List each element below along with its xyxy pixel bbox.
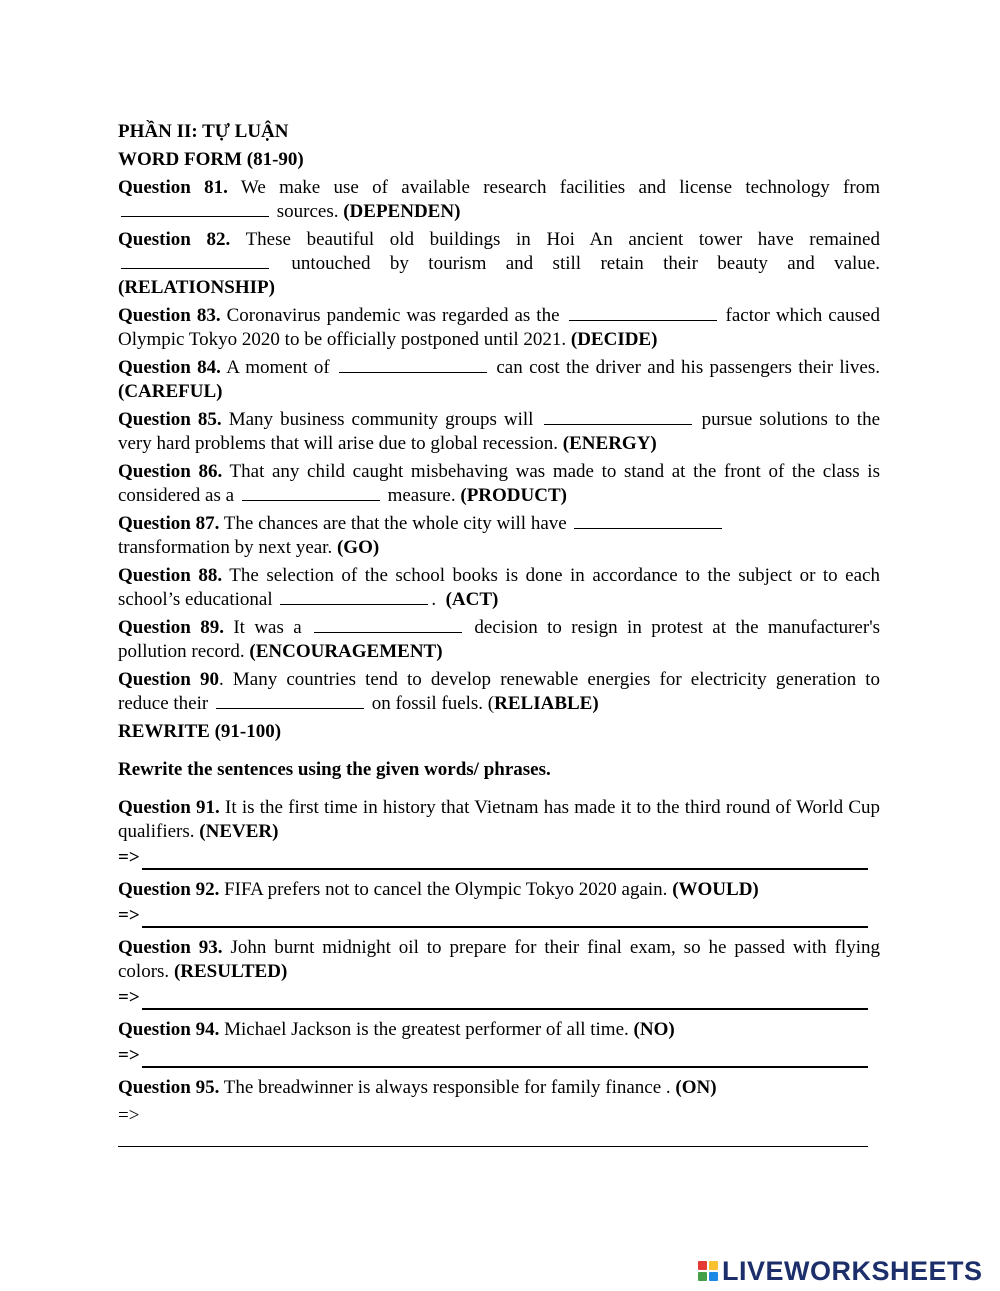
- question-text: We make use of available research facilities and license technology from: [240, 177, 880, 198]
- logo-icon: [698, 1261, 718, 1281]
- answer-blank[interactable]: [242, 484, 380, 501]
- question-text: The breadwinner is always responsible for family finance .: [223, 1077, 671, 1098]
- given-word: (ENCOURAGEMENT): [249, 641, 443, 662]
- answer-row: [118, 848, 880, 870]
- liveworksheets-logo: [698, 1255, 983, 1287]
- answer-prefix: =>: [118, 1105, 140, 1126]
- answer-prefix: =>: [118, 905, 140, 926]
- question-label: Question 84.: [118, 357, 221, 378]
- given-word: (PRODUCT): [460, 485, 567, 506]
- question-label: Question 92.: [118, 879, 220, 900]
- question-81: [118, 176, 880, 224]
- answer-prefix: =>: [118, 847, 140, 868]
- question-label: Question 81.: [118, 177, 228, 198]
- question-label: Question 95.: [118, 1077, 220, 1098]
- question-85: [118, 408, 880, 456]
- question-label: Question 89.: [118, 617, 224, 638]
- question-text: Many business community groups will: [228, 409, 534, 430]
- question-text: transformation by next year.: [118, 537, 333, 558]
- given-word: (RELATIONSHIP): [118, 277, 275, 298]
- given-word: (NO): [633, 1019, 675, 1040]
- question-label: Question 87.: [118, 513, 220, 534]
- worksheet: [118, 120, 880, 1147]
- question-text: These beautiful old buildings in Hoi An ancient tower have remained: [245, 229, 880, 250]
- answer-row: [118, 906, 880, 928]
- question-text: pursue solutions to the very hard problems that will arise due to global recession.: [118, 409, 881, 454]
- given-word: (ON): [675, 1077, 717, 1098]
- question-label: Question 93.: [118, 937, 223, 958]
- section-title: PHẦN II: TỰ LUẬN: [118, 121, 289, 142]
- question-text: factor which caused Olympic Tokyo 2020 to be officially postponed until 2021.: [118, 305, 880, 350]
- question-text: The chances are that the whole city will have: [223, 513, 567, 534]
- question-90: [118, 668, 880, 716]
- answer-line[interactable]: [142, 912, 868, 928]
- given-word: (GO): [336, 537, 380, 558]
- question-text: Coronavirus pandemic was regarded as the: [226, 305, 560, 326]
- question-84: [118, 356, 880, 404]
- question-label: Question 86.: [118, 461, 223, 482]
- answer-blank[interactable]: [544, 408, 692, 425]
- question-text: That any child caught misbehaving was made to stand at the front of the class is considered as a: [118, 461, 880, 506]
- question-92: [118, 878, 880, 902]
- question-label: Question 94.: [118, 1019, 220, 1040]
- answer-blank[interactable]: [216, 692, 364, 709]
- question-text: It is the first time in history that Vietnam has made it to the third round of World Cup qualifiers.: [118, 797, 881, 842]
- given-word: (DEPENDEN): [343, 201, 461, 222]
- given-word: (ENERGY): [562, 433, 657, 454]
- question-text: . Many countries tend to develop renewable energies for electricity generation to reduce their: [118, 669, 880, 714]
- given-word: (ACT): [445, 589, 499, 610]
- question-text: untouched by tourism and still retain their beauty and value.: [291, 253, 881, 274]
- answer-line[interactable]: [142, 854, 868, 870]
- answer-row: [118, 988, 880, 1010]
- answer-line[interactable]: [142, 1052, 868, 1068]
- question-91: [118, 796, 880, 844]
- answer-blank[interactable]: [339, 356, 487, 373]
- question-text: John burnt midnight oil to prepare for their final exam, so he passed with flying colors.: [118, 937, 880, 982]
- question-86: [118, 460, 880, 508]
- given-word: (RESULTED): [173, 961, 288, 982]
- answer-blank[interactable]: [314, 616, 462, 633]
- rewrite-instruction: Rewrite the sentences using the given words/ phrases.: [118, 759, 551, 780]
- given-word: RELIABLE): [494, 693, 599, 714]
- answer-row: [118, 1046, 880, 1068]
- question-label: Question 90: [118, 669, 219, 690]
- question-95: [118, 1076, 880, 1100]
- answer-blank[interactable]: [121, 252, 269, 269]
- question-text: .: [431, 589, 437, 610]
- answer-blank[interactable]: [569, 304, 717, 321]
- answer-blank[interactable]: [574, 512, 722, 529]
- wordform-title: WORD FORM (81-90): [118, 149, 304, 170]
- question-text: can cost the driver and his passengers their lives.: [496, 357, 880, 378]
- rewrite-title: REWRITE (91-100): [118, 721, 282, 742]
- answer-line[interactable]: [142, 994, 868, 1010]
- question-text: A moment of: [226, 357, 330, 378]
- answer-blank[interactable]: [280, 588, 428, 605]
- question-text: measure.: [387, 485, 456, 506]
- answer-blank[interactable]: [121, 200, 269, 217]
- given-word: (WOULD): [672, 879, 759, 900]
- question-88: [118, 564, 880, 612]
- given-word: (CAREFUL): [118, 381, 223, 402]
- question-text: decision to resign in protest at the manufacturer's pollution record.: [118, 617, 881, 662]
- question-text: FIFA prefers not to cancel the Olympic Tokyo 2020 again.: [224, 879, 668, 900]
- logo-text: LIVEWORKSHEETS: [722, 1255, 983, 1286]
- question-text: The selection of the school books is done in accordance to the subject or to each school’s educational: [118, 565, 880, 610]
- question-text: Michael Jackson is the greatest performer of all time.: [224, 1019, 629, 1040]
- given-word: (NEVER): [199, 821, 279, 842]
- answer-line[interactable]: [118, 1140, 868, 1147]
- question-label: Question 91.: [118, 797, 220, 818]
- question-text: on fossil fuels. (: [371, 693, 495, 714]
- question-87: [118, 512, 880, 560]
- question-text: sources.: [276, 201, 339, 222]
- question-94: [118, 1018, 880, 1042]
- given-word: (DECIDE): [570, 329, 658, 350]
- question-83: [118, 304, 880, 352]
- question-label: Question 82.: [118, 229, 231, 250]
- question-label: Question 83.: [118, 305, 221, 326]
- question-82: [118, 228, 880, 300]
- answer-prefix: =>: [118, 987, 140, 1008]
- question-label: Question 88.: [118, 565, 223, 586]
- question-label: Question 85.: [118, 409, 222, 430]
- answer-prefix: =>: [118, 1045, 140, 1066]
- question-93: [118, 936, 880, 984]
- question-text: It was a: [233, 617, 302, 638]
- question-89: [118, 616, 880, 664]
